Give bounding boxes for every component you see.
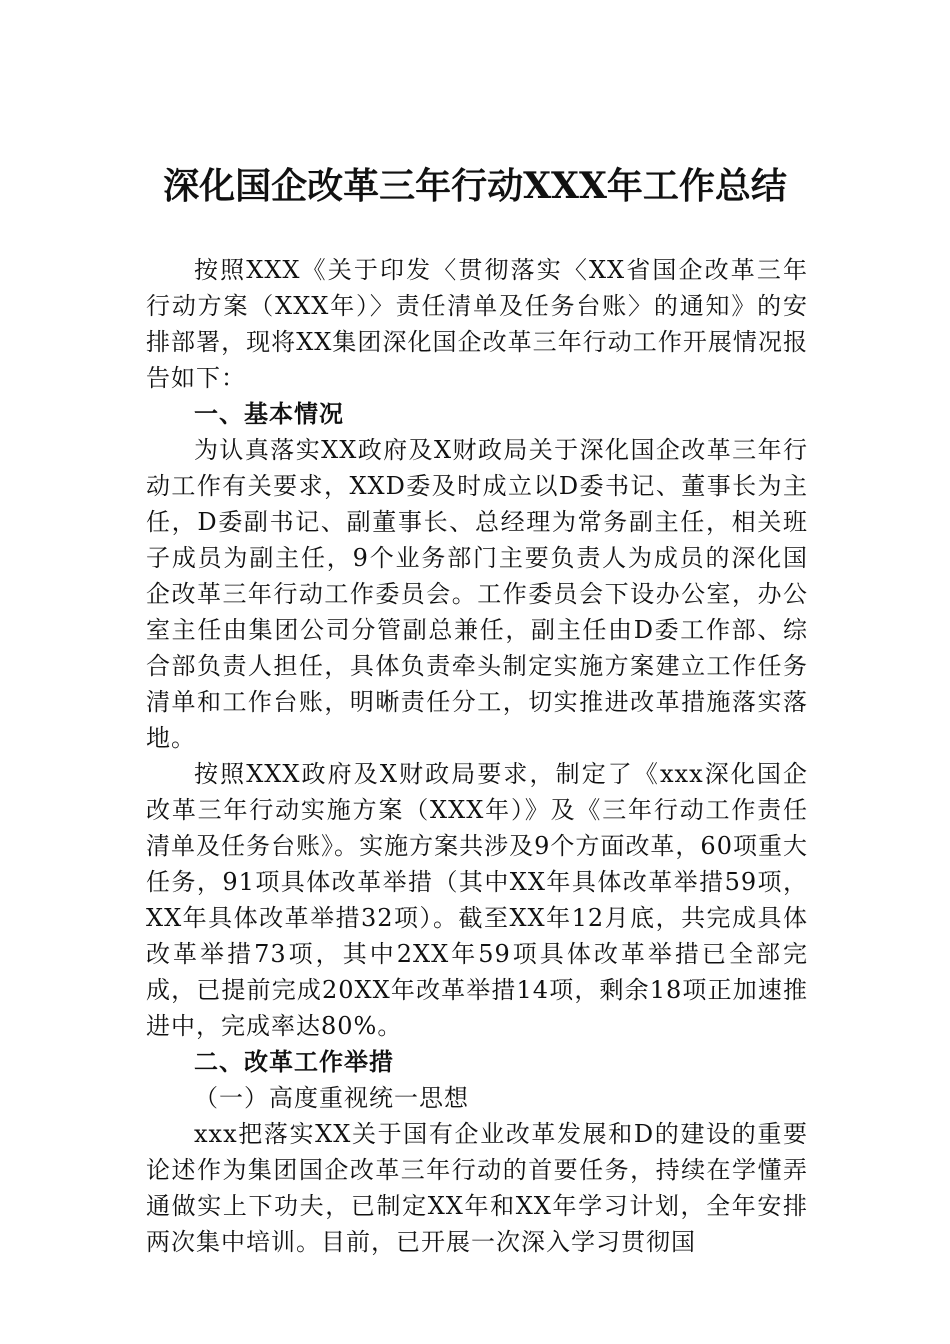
body-paragraph: 为认真落实XX政府及X财政局关于深化国企改革三年行动工作有关要求，XXD委及时成立以D委书记、董事长为主任，D委副书记、副董事长、总经理为常务副主任，相关班子成员为副主任，9个业务部门主要负责人为成员的深化国企改革三年行动工作委员会。工作委员会下设办公室，办公室主任由集团公司分管副总兼任，副主任由D委工作部、综合部负责人担任，具体负责牵头制定实施方案建立工作任务清单和工作台账，明晰责任分工，切实推进改革措施落实落地。 <box>146 436 808 752</box>
section-heading-basic-situation: 一、基本情况 <box>194 400 344 428</box>
body-paragraph: xxx把落实XX关于国有企业改革发展和D的建设的重要论述作为集团国企改革三年行动的首要任务，持续在学懂弄通做实上下功夫，已制定XX年和XX年学习计划，全年安排两次集中培训。目前，已开展一次深入学习贯彻国 <box>146 1120 808 1256</box>
section-heading-reform-measures: 二、改革工作举措 <box>194 1048 394 1076</box>
document-title: 深化国企改革三年行动XXX年工作总结 <box>163 165 787 207</box>
intro-paragraph: 按照XXX《关于印发〈贯彻落实〈XX省国企改革三年行动方案（XXX年）〉责任清单及任务台账〉的通知》的安排部署，现将XX集团深化国企改革三年行动工作开展情况报告如下： <box>146 256 808 392</box>
body-paragraph: 按照XXX政府及X财政局要求，制定了《xxx深化国企改革三年行动实施方案（XXX年）》及《三年行动工作责任清单及任务台账》。实施方案共涉及9个方面改革，60项重大任务，91项具体改革举措（其中XX年具体改革举措59项，XX年具体改革举措32项）。截至XX年12月底，共完成具体改革举措73项，其中2XX年59项具体改革举措已全部完成，已提前完成20XX年改革举措14项，剩余18项正加速推进中，完成率达80%。 <box>146 760 808 1040</box>
subsection-heading: （一）高度重视统一思想 <box>194 1084 469 1112</box>
document-body <box>146 252 808 1260</box>
